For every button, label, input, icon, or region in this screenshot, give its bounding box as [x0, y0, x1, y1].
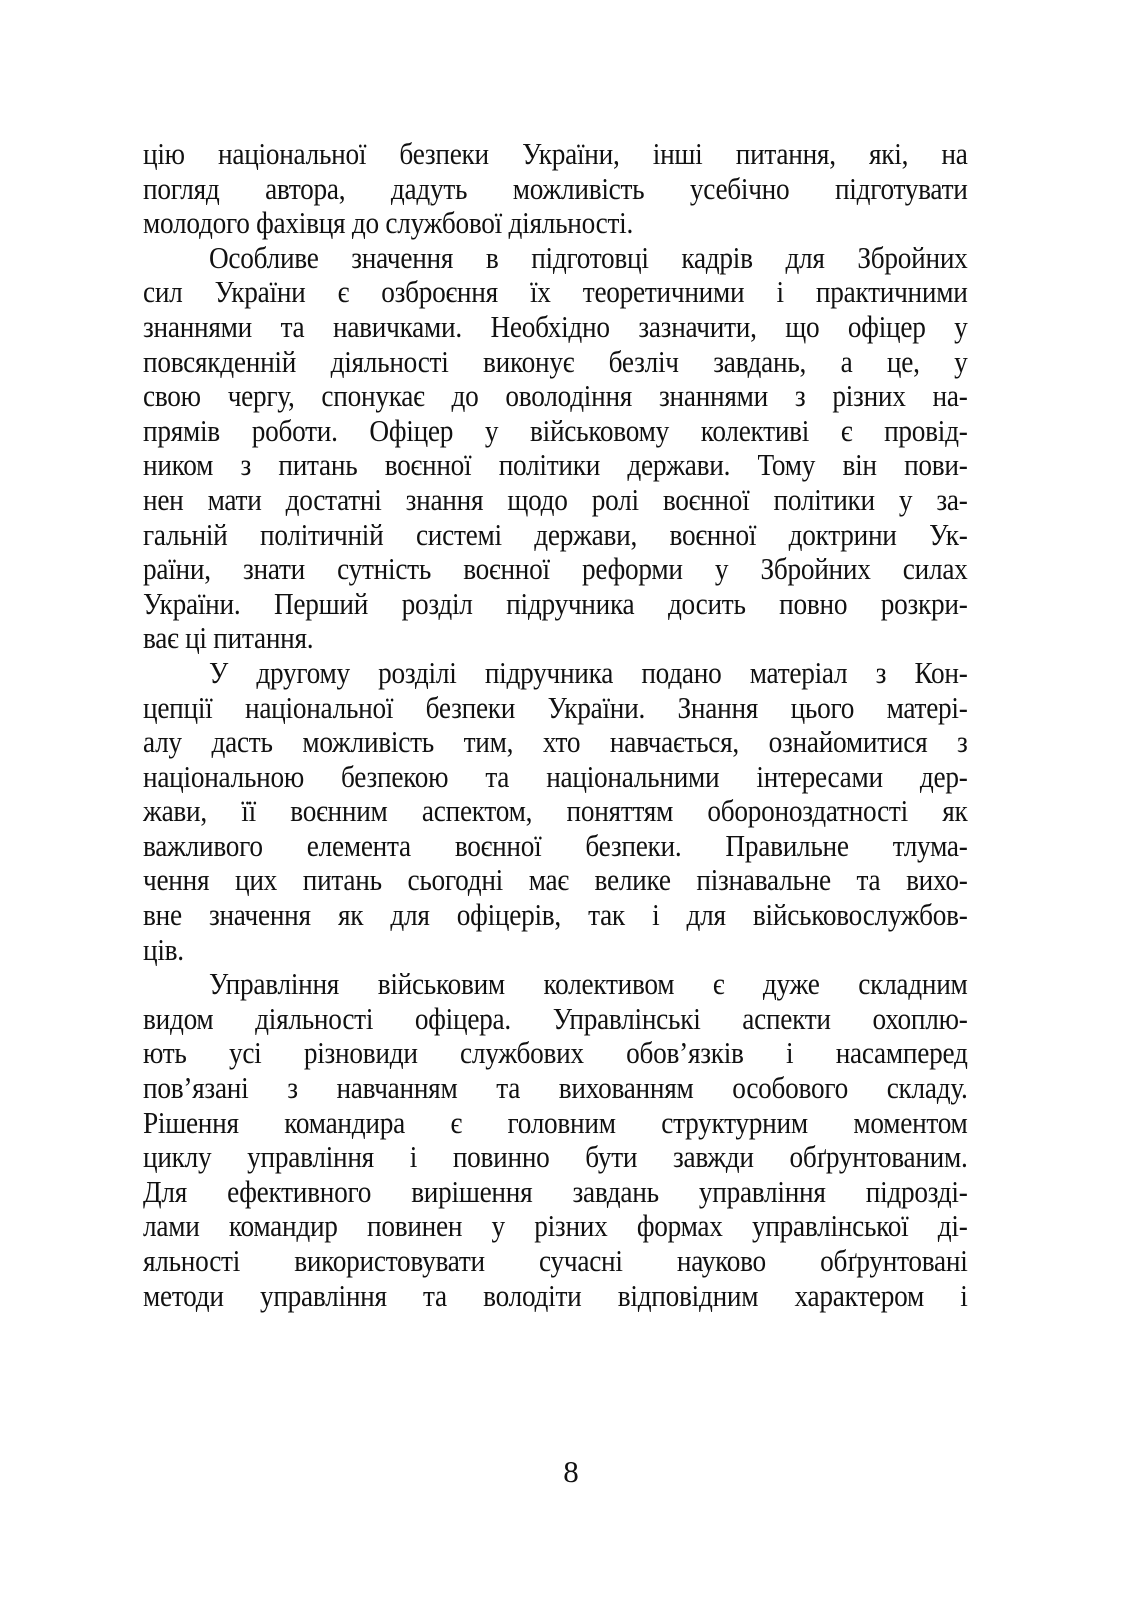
text-line: методи управління та володіти відповідним характером і: [143, 1277, 968, 1313]
text-line: цепції національної безпеки України. Знання цього матері-: [143, 689, 968, 725]
text-line: ців.: [143, 931, 184, 967]
text-line: повсякденній діяльності виконує безліч завдань, а це, у: [143, 343, 968, 379]
text-line: лами командир повинен у різних формах управлінської ді-: [143, 1208, 968, 1244]
text-line: національною безпекою та національними інтересами дер-: [143, 758, 968, 794]
text-line: Рішення командира є головним структурним моментом: [143, 1104, 968, 1140]
text-line: алу дасть можливість тим, хто навчається, ознайомитися з: [143, 724, 968, 760]
text-line: знаннями та навичками. Необхідно зазначити, що офіцер у: [143, 308, 968, 344]
text-line: видом діяльності офіцера. Управлінські аспекти охоплю-: [143, 1000, 968, 1036]
text-line: Для ефективного вирішення завдань управління підрозді-: [143, 1173, 968, 1209]
text-line: важливого елемента воєнної безпеки. Правильне тлума-: [143, 827, 968, 863]
text-line: свою чергу, спонукає до оволодіння знаннями з різних на-: [143, 378, 968, 414]
text-line: У другому розділі підручника подано матеріал з Кон-: [209, 654, 968, 690]
text-line: прямів роботи. Офіцер у військовому колективі є провід-: [143, 412, 968, 448]
text-line: чення цих питань сьогодні має велике пізнавальне та вихо-: [143, 862, 968, 898]
text-line: вне значення як для офіцерів, так і для військовослужбов-: [143, 897, 968, 933]
text-line: України. Перший розділ підручника досить повно розкри-: [143, 585, 968, 621]
text-line: погляд автора, дадуть можливість усебічно підготувати: [143, 170, 968, 206]
text-line: нен мати достатні знання щодо ролі воєнної політики у за-: [143, 481, 968, 517]
text-line: яльності використовувати сучасні науково обґрунтовані: [143, 1243, 968, 1278]
text-line: ває ці питання.: [143, 620, 314, 656]
text-line: циклу управління і повинно бути завжди обґрунтованим.: [143, 1139, 968, 1175]
page-number: 8: [563, 1454, 579, 1489]
text-line: жави, її воєнним аспектом, поняттям обороноздатності як: [143, 793, 968, 829]
text-line: цію національної безпеки України, інші питання, які, на: [143, 136, 968, 171]
text-line: ником з питань воєнної політики держави. Тому він пови-: [143, 447, 968, 483]
body-text: [143, 137, 968, 1313]
text-line: ють усі різновиди службових обов’язків і насамперед: [143, 1035, 968, 1071]
text-line: гальній політичній системі держави, воєнної доктрини Ук-: [143, 516, 968, 552]
text-line: сил України є озброєння їх теоретичними і практичними: [143, 274, 968, 310]
text-line: молодого фахівця до службової діяльності.: [143, 205, 634, 241]
text-line: пов’язані з навчанням та вихованням особового складу.: [143, 1070, 968, 1106]
text-line: Особливе значення в підготовці кадрів для Збройних: [209, 239, 968, 275]
text-line: Управління військовим колективом є дуже складним: [209, 966, 968, 1002]
text-line: раїни, знати сутність воєнної реформи у Збройних силах: [143, 551, 968, 587]
